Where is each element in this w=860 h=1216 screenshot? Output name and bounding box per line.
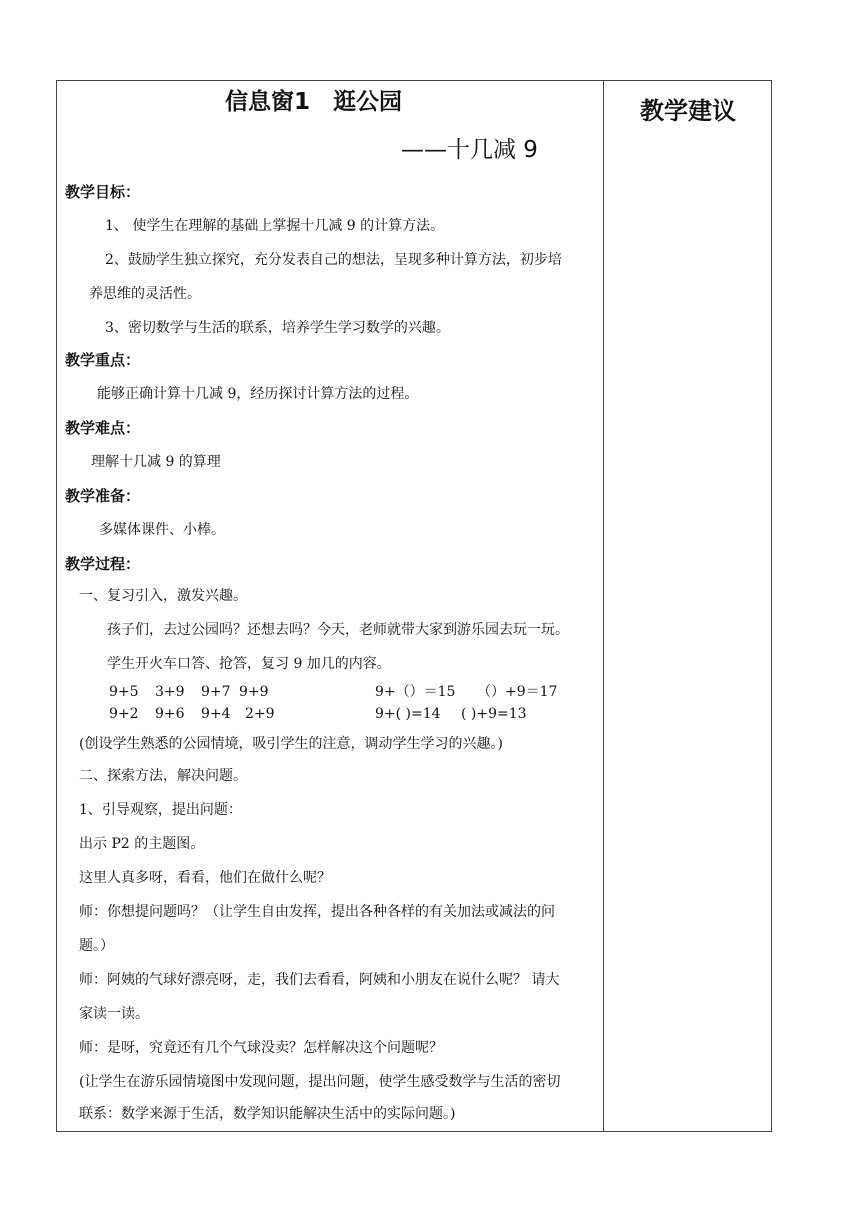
exercise-r1c6: （）+9＝17 [477, 684, 558, 700]
goal-2-line1: 2、鼓励学生独立探究，充分发表自己的想法，呈现多种计算方法，初步培 [105, 252, 562, 268]
goal-2-line2: 养思维的灵活性。 [89, 286, 201, 302]
exercise-r2c3: 9+4 [201, 706, 231, 722]
key-points-text: 能够正确计算十几减 9，经历探讨计算方法的过程。 [97, 386, 419, 402]
process-paragraph-2: 学生开火车口答、抢答，复习 9 加几的内容。 [107, 656, 391, 672]
exercise-r2c2: 9+6 [155, 706, 185, 722]
difficulty-heading: 教学难点： [65, 419, 141, 437]
goals-heading: 教学目标： [65, 183, 141, 201]
teaching-suggestions-header: 教学建议 [640, 97, 736, 125]
process-heading: 教学过程： [65, 555, 141, 573]
goal-1: 1、 使学生在理解的基础上掌握十几减 9 的计算方法。 [105, 218, 445, 234]
step2-line-7a: (让学生在游乐园情境图中发现问题，提出问题，使学生感受数学与生活的密切 [79, 1074, 561, 1090]
step2-line-5b: 家读一读。 [79, 1006, 149, 1022]
lesson-subtitle: ——十几减 9 [401, 137, 538, 163]
step2-line-4a: 师：你想提问题吗？（让学生自由发挥，提出各种各样的有关加法或减法的问 [79, 904, 555, 920]
exercise-r2c5: 9+( )=14 [375, 706, 441, 722]
key-points-heading: 教学重点： [65, 351, 141, 369]
process-paragraph-1: 孩子们，去过公园吗？还想去吗？今天，老师就带大家到游乐园去玩一玩。 [107, 622, 569, 638]
process-step-1: 一、复习引入，激发兴趣。 [79, 588, 247, 604]
lesson-plan-table [56, 80, 772, 1132]
column-divider [603, 81, 604, 1131]
preparation-text: 多媒体课件、小棒。 [99, 522, 225, 538]
step2-line-2: 出示 P2 的主题图。 [79, 836, 205, 852]
goal-3: 3、密切数学与生活的联系，培养学生学习数学的兴趣。 [105, 320, 450, 336]
process-step-2: 二、探索方法，解决问题。 [79, 768, 247, 784]
step2-line-6: 师：是呀，究竟还有几个气球没卖？怎样解决这个问题呢？ [79, 1040, 443, 1056]
lesson-title: 信息窗1 逛公园 [225, 89, 403, 115]
step2-line-4b: 题。） [79, 938, 114, 954]
exercise-r1c1: 9+5 [109, 684, 139, 700]
step2-line-7b: 联系：数学来源于生活，数学知识能解决生活中的实际问题。) [79, 1106, 456, 1122]
exercise-r1c4: 9+9 [239, 684, 269, 700]
exercise-r2c4: 2+9 [245, 706, 275, 722]
exercise-r2c1: 9+2 [109, 706, 139, 722]
step2-line-1: 1、引导观察，提出问题： [79, 802, 242, 818]
step2-line-5a: 师：阿姨的气球好漂亮呀，走，我们去看看，阿姨和小朋友在说什么呢？ 请大 [79, 972, 560, 988]
exercise-r1c3: 9+7 [201, 684, 231, 700]
step2-line-3: 这里人真多呀，看看，他们在做什么呢？ [79, 870, 331, 886]
exercise-r2c6: ( )+9=13 [461, 706, 527, 722]
difficulty-text: 理解十几减 9 的算理 [91, 454, 221, 470]
note-1: (创设学生熟悉的公园情境，吸引学生的注意，调动学生学习的兴趣。) [79, 736, 503, 752]
exercise-r1c5: 9+（）＝15 [375, 684, 456, 700]
exercise-r1c2: 3+9 [155, 684, 185, 700]
preparation-heading: 教学准备： [65, 487, 141, 505]
